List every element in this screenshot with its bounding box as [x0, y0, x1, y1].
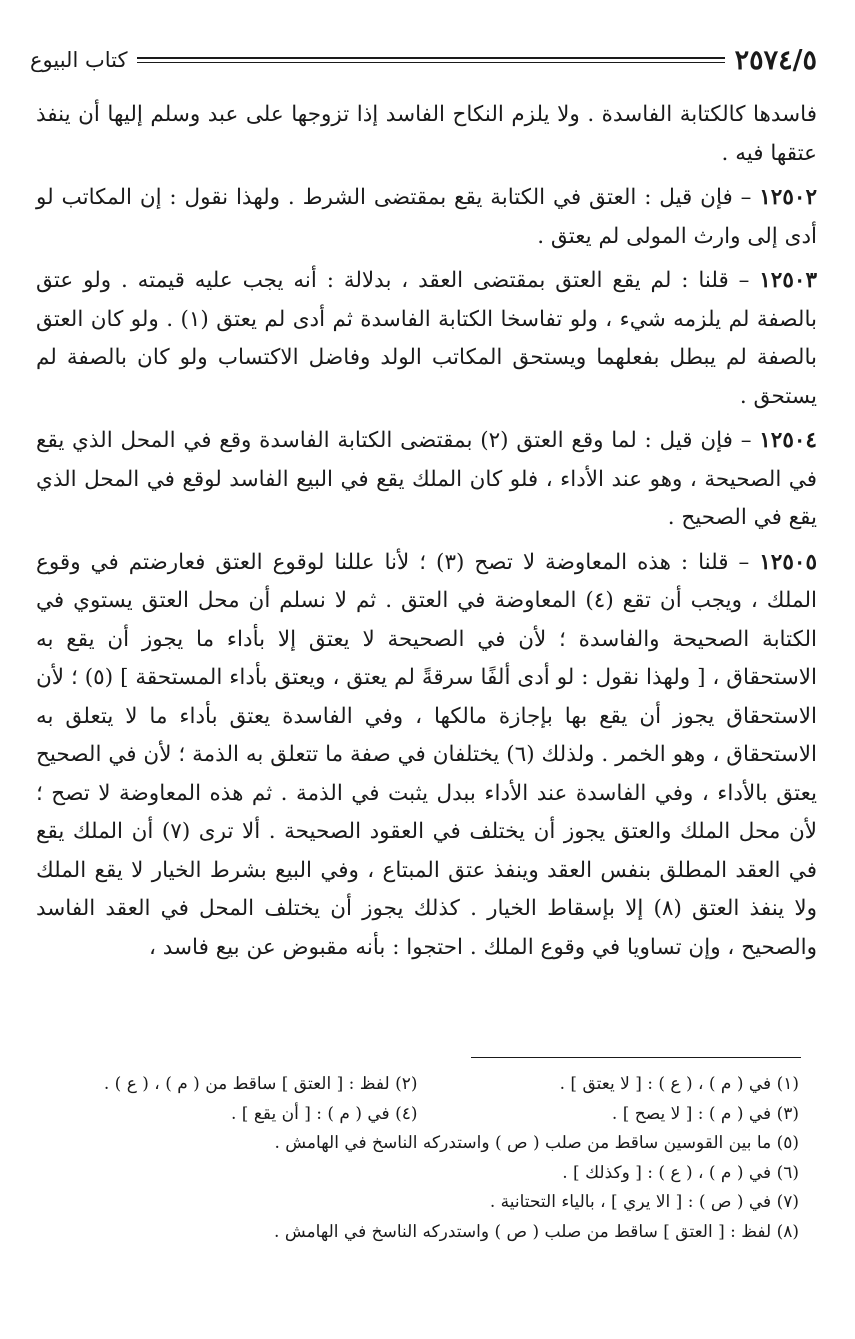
footnote-8: (٨) لفظ : [ العتق ] ساقط من صلب ( ص ) واستدركه الناسخ في الهامش . [274, 1221, 799, 1242]
footnote-3: (٣) في ( م ) : [ لا يصح ] . [611, 1103, 799, 1124]
running-title: كتاب البيوع [30, 48, 128, 72]
paragraph [36, 544, 817, 968]
paragraph-text: – فإن قيل : لما وقع العتق (٢) بمقتضى الكتابة الفاسدة وقع في المحل الذي يقع في الصحيحة ، وهو عند الأداء ، فلو كان الملك يقع في البيع الفاسد لوقع في المحل الذي يقع في الصحيح . [36, 428, 817, 530]
footnote-2: (٢) لفظ : [ العتق ] ساقط من ( م ) ، ( ع ) . [103, 1074, 418, 1094]
footnote-row [36, 1100, 799, 1130]
paragraph-number: ١٢٥٠٤ [759, 428, 817, 453]
paragraph [36, 422, 817, 538]
footnote-5: (٥) ما بين القوسين ساقط من صلب ( ص ) واستدركه الناسخ في الهامش . [274, 1133, 799, 1153]
page-header [30, 40, 817, 80]
paragraph [36, 179, 817, 256]
paragraph-number: ١٢٥٠٢ [759, 185, 817, 210]
paragraph-text: فاسدها كالكتابة الفاسدة . ولا يلزم النكاح الفاسد إذا تزوجها على عبد وسلم إليها أن ينفذ عتقها فيه . [36, 102, 817, 166]
footnote-7: (٧) في ( ص ) : [ الا يري ] ، بالياء التحتانية . [489, 1192, 799, 1212]
paragraph [36, 262, 817, 416]
main-text [36, 96, 817, 973]
paragraph-text: – قلنا : هذه المعاوضة لا تصح (٣) ؛ لأنا عللنا لوقوع العتق فعارضتم في وقوع الملك ، ويجب أن تقع (٤) المعاوضة في العتق . ثم لا نسلم أن محل العتق يستوي في الكتابة الصحيحة والفاسدة ؛ لأن في الصحيحة لا يعتق إلا بأداء ما يجوز أن يقع به الاستحقاق ، [ ولهذا نقول : لو أدى ألفًا سرقةً لم يعتق ، ويعتق بأداء المستحقة ] (٥) ؛ لأن الاستحقاق يجوز أن يقع بها بإجازة مالكها ، وفي الفاسدة يعتق بأداء ما لا يتعلق به الاستحقاق ، وهو الخمر . ولذلك (٦) يختلفان في صفة ما تتعلق به الذمة ؛ لأن في الصحيح يعتق بالأداء ، وفي الفاسدة عند الأداء ببدل يثبت في الذمة . ثم هذه المعاوضة لا تصح ؛ لأن محل الملك والعتق يجوز أن يختلف في العقود الصحيحة . ألا ترى (٧) أن الملك يقع في العقد المطلق بنفس العقد وينفذ عتق المبتاع ، وفي البيع بشرط الخيار لا يقع الملك ولا ينفذ العتق (٨) إلا بإسقاط الخيار . كذلك يجوز أن يختلف المحل في العقد الفاسد والصحيح ، وإن تساويا في وقوع الملك . احتجوا : بأنه مقبوض عن بيع فاسد ، [36, 549, 818, 960]
footnote-6: (٦) في ( م ) ، ( ع ) : [ وكذلك ] . [562, 1162, 799, 1183]
paragraph-text: – فإن قيل : العتق في الكتابة يقع بمقتضى الشرط . ولهذا نقول : إن المكاتب لو أدى إلى وارث المولى لم يعتق . [36, 185, 817, 249]
paragraph [36, 96, 817, 173]
header-rule [137, 57, 724, 63]
footnote-1: (١) في ( م ) ، ( ع ) : [ لا يعتق ] . [559, 1074, 799, 1094]
footnote-separator [471, 1057, 801, 1058]
footnote-4: (٤) في ( م ) : [ أن يقع ] . [230, 1103, 418, 1124]
paragraph-text: – قلنا : لم يقع العتق بمقتضى العقد ، بدلالة : أنه يجب عليه قيمته . ولو عتق بالصفة لم يلزمه شيء ، ولو تفاسخا الكتابة الفاسدة ثم أدى لم يعتق (١) . ولو كان العتق بالصفة لم يبطل بفعلهما ويستحق المكاتب الولد وفاضل الاكتساب ولو كان بالصفة لم يستحق . [36, 268, 817, 409]
page-number: ٢٥٧٤/٥ [734, 44, 817, 76]
footnotes [36, 1070, 799, 1247]
footnote-row [36, 1070, 799, 1100]
paragraph-number: ١٢٥٠٥ [759, 549, 817, 575]
paragraph-number: ١٢٥٠٣ [759, 268, 817, 293]
